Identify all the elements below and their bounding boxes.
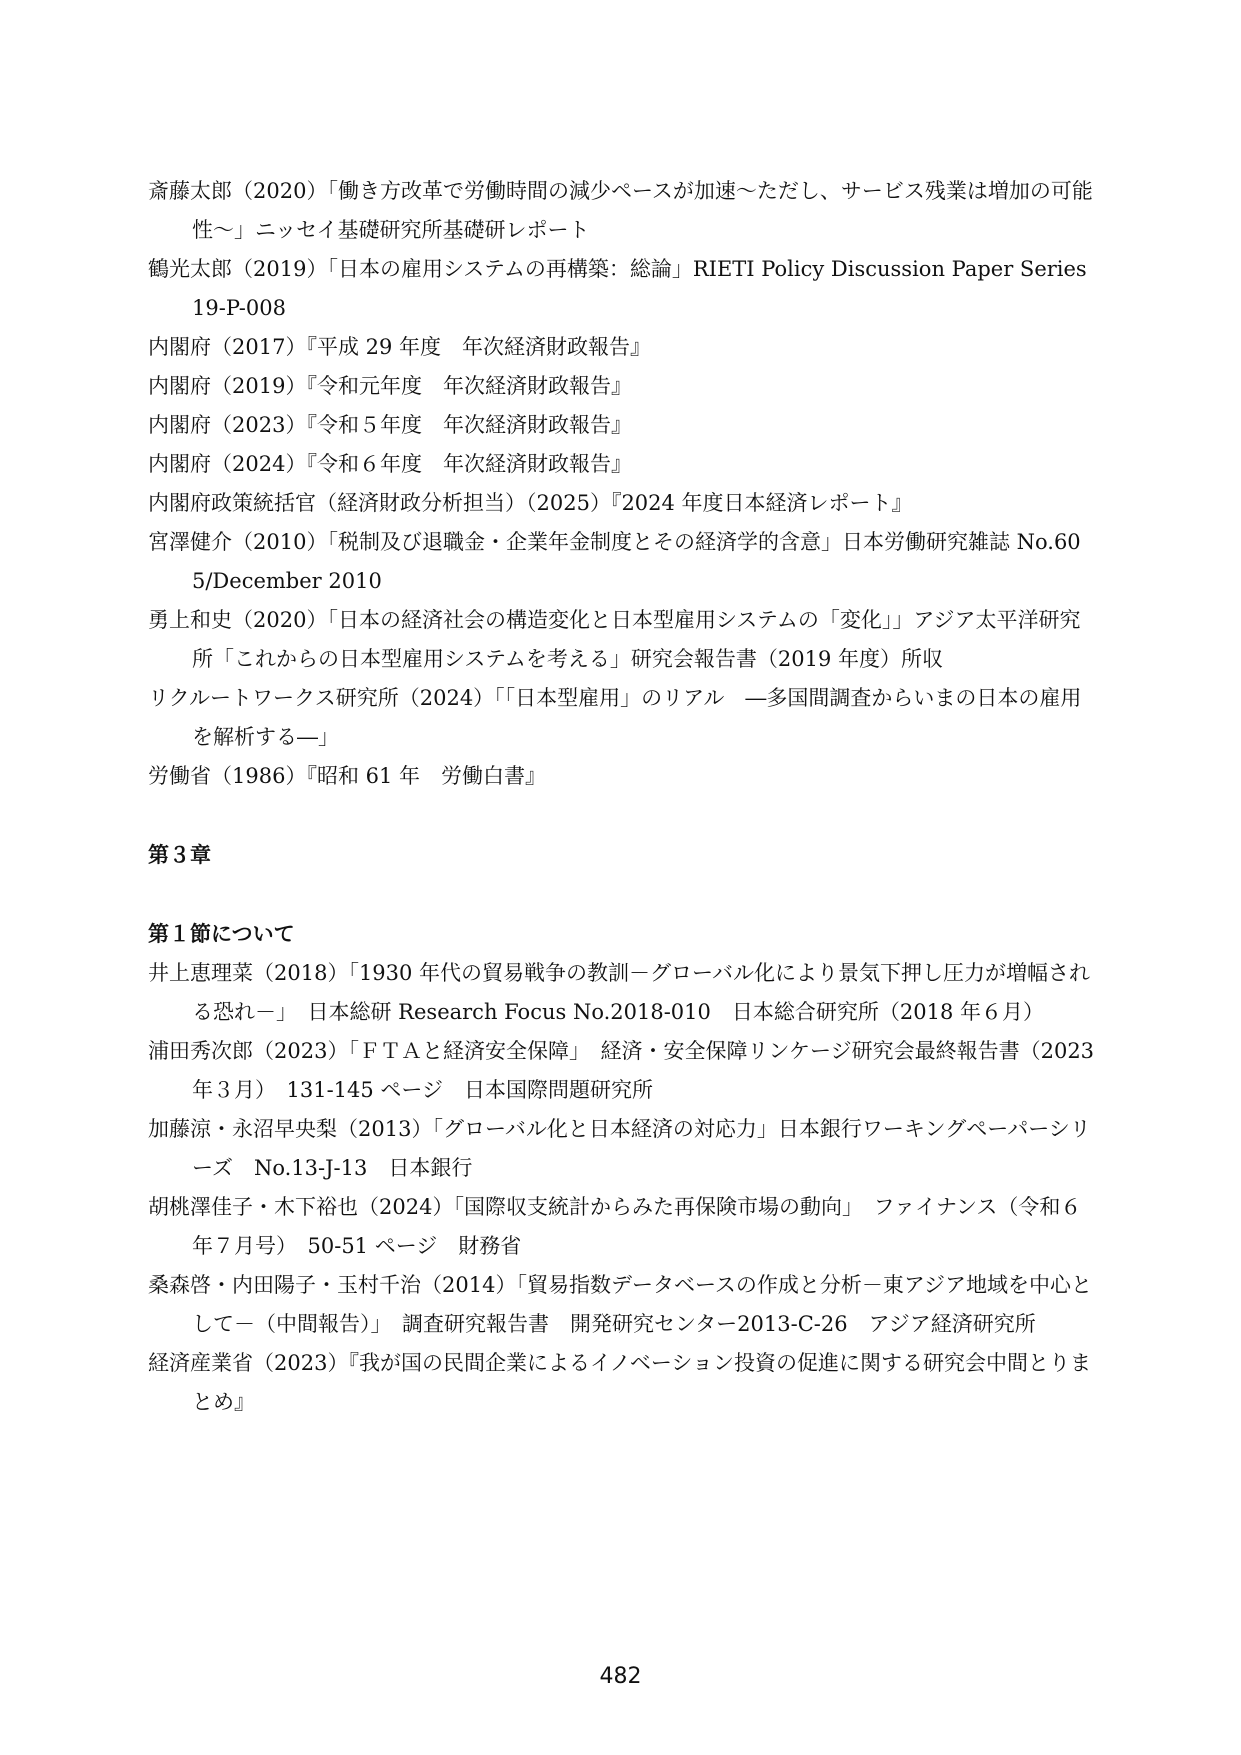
- reference-item: 労働省（1986）『昭和 61 年 労働白書』: [148, 764, 547, 788]
- document-body: [148, 172, 1101, 1422]
- reference-item: 浦田秀次郎（2023）「ＦＴＡと経済安全保障」 経済・安全保障リンケージ研究会最終報告書（2023 年３月） 131-145 ページ 日本国際問題研究所: [148, 1039, 1101, 1102]
- reference-item: 勇上和史（2020）「日本の経済社会の構造変化と日本型雇用システムの「変化」」アジア太平洋研究所「これからの日本型雇用システムを考える」研究会報告書（2019 年度）所収: [148, 608, 1081, 671]
- reference-item: 鶴光太郎（2019）「日本の雇用システムの再構築：総論」RIETI Policy Discussion Paper Series 19-P-008: [148, 257, 1094, 320]
- reference-item: リクルートワークス研究所（2024）「「日本型雇用」のリアル ―多国間調査からいまの日本の雇用を解析する―」: [148, 686, 1082, 749]
- section-heading: 第１節について: [148, 922, 295, 946]
- reference-item: 経済産業省（2023）『我が国の民間企業によるイノベーション投資の促進に関する研究会中間とりまとめ』: [148, 1351, 1091, 1414]
- reference-item: 桑森啓・内田陽子・玉村千治（2014）「貿易指数データベースの作成と分析－東アジア地域を中心として－（中間報告）」 調査研究報告書 開発研究センター2013-C-26 アジア経済研究所: [148, 1273, 1093, 1336]
- chapter-heading: 第３章: [148, 843, 211, 867]
- reference-list-section: [148, 954, 1101, 1422]
- reference-item: 内閣府（2024）『令和６年度 年次経済財政報告』: [148, 452, 632, 476]
- reference-item: 内閣府政策統括官（経済財政分析担当）（2025）『2024 年度日本経済レポート』: [148, 491, 913, 515]
- reference-item: 斎藤太郎（2020）「働き方改革で労働時間の減少ペースが加速〜ただし、サービス残業は増加の可能性〜」ニッセイ基礎研究所基礎研レポート: [148, 179, 1093, 242]
- reference-item: 内閣府（2019）『令和元年度 年次経済財政報告』: [148, 374, 632, 398]
- page-number: 482: [599, 1664, 642, 1689]
- reference-item: 内閣府（2017）『平成 29 年度 年次経済財政報告』: [148, 335, 652, 359]
- reference-list-top: [148, 172, 1096, 796]
- reference-item: 加藤涼・永沼早央梨（2013）「グローバル化と日本経済の対応力」日本銀行ワーキングペーパーシリーズ No.13-J-13 日本銀行: [148, 1117, 1091, 1180]
- reference-item: 宮澤健介（2010）「税制及び退職金・企業年金制度とその経済学的含意」日本労働研究雑誌 No.605/December 2010: [148, 530, 1081, 593]
- reference-item: 井上恵理菜（2018）「1930 年代の貿易戦争の教訓－グローバル化により景気下押し圧力が増幅される恐れ－」 日本総研 Research Focus No.2018-010 日本総合研究所（2018 年６月）: [148, 961, 1091, 1024]
- reference-item: 胡桃澤佳子・木下裕也（2024）「国際収支統計からみた再保険市場の動向」 ファイナンス（令和６年７月号） 50-51 ページ 財務省: [148, 1195, 1082, 1258]
- reference-item: 内閣府（2023）『令和５年度 年次経済財政報告』: [148, 413, 632, 437]
